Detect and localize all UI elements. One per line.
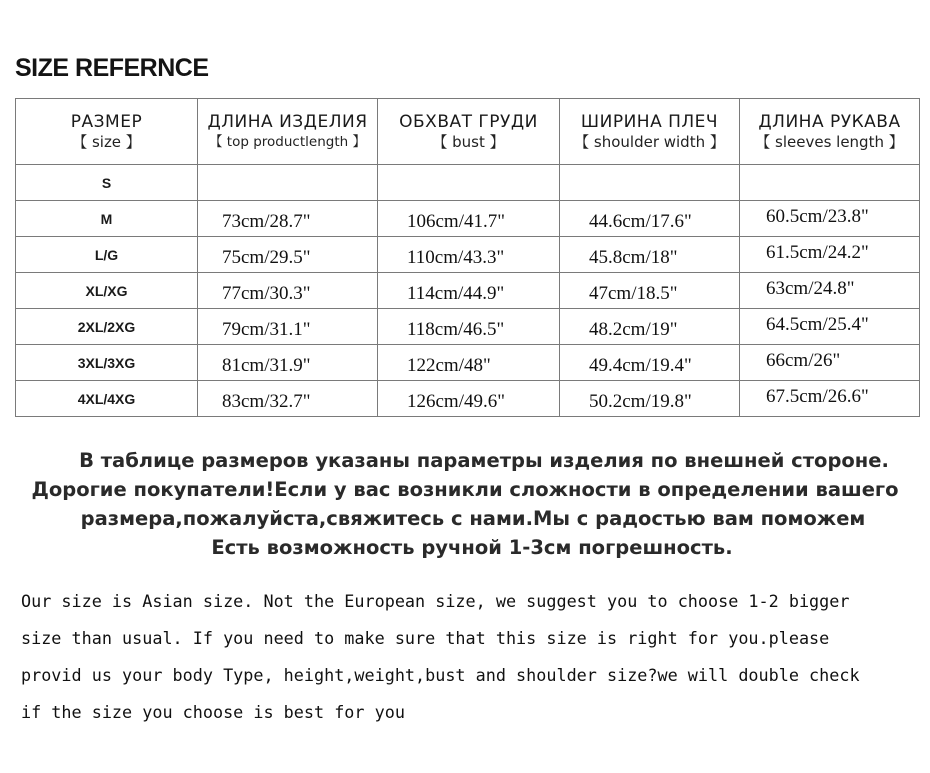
header-size [16, 99, 198, 165]
bust-value: 106cm/41.7" [407, 210, 505, 232]
bust-cell [378, 165, 560, 201]
length-cell [198, 273, 378, 309]
header-length-ru: ДЛИНА ИЗДЕЛИЯ [207, 112, 368, 133]
length-value: 81cm/31.9" [222, 354, 311, 376]
table-row [16, 201, 920, 237]
shoulder-cell [560, 381, 740, 417]
sleeve-value: 61.5cm/24.2" [766, 241, 869, 263]
bust-cell [378, 237, 560, 273]
english-note-line: size than usual. If you need to make sure that this size is right for you.please [21, 628, 830, 648]
size-cell: 4XL/4XG [16, 381, 198, 417]
sleeve-cell [740, 201, 920, 237]
shoulder-cell [560, 165, 740, 201]
length-cell [198, 237, 378, 273]
shoulder-value: 47cm/18.5" [589, 282, 678, 304]
size-cell: L/G [16, 237, 198, 273]
table-row [16, 381, 920, 417]
bust-cell [378, 201, 560, 237]
bust-value: 122cm/48" [407, 354, 491, 376]
bust-cell [378, 273, 560, 309]
length-value: 83cm/32.7" [222, 390, 311, 412]
header-shoulder-ru: ШИРИНА ПЛЕЧ [580, 111, 719, 132]
sleeve-cell [740, 309, 920, 345]
shoulder-value: 44.6cm/17.6" [589, 210, 692, 232]
shoulder-cell [560, 237, 740, 273]
length-cell [198, 381, 378, 417]
shoulder-value: 50.2cm/19.8" [589, 390, 692, 412]
length-value: 73cm/28.7" [222, 210, 311, 232]
size-cell: 3XL/3XG [16, 345, 198, 381]
table-row [16, 237, 920, 273]
bust-cell [378, 345, 560, 381]
table-row [16, 165, 920, 201]
header-bust [378, 99, 560, 165]
russian-note [0, 446, 930, 562]
english-note-line: Our size is Asian size. Not the European size, we suggest you to choose 1-2 bigger [21, 591, 850, 611]
shoulder-value: 49.4cm/19.4" [589, 354, 692, 376]
english-note-line: if the size you choose is best for you [21, 702, 405, 722]
size-cell: 2XL/2XG [16, 309, 198, 345]
shoulder-value: 45.8cm/18" [589, 246, 678, 268]
russian-note-line: Есть возможность ручной 1-3см погрешность. [211, 536, 733, 559]
length-cell [198, 309, 378, 345]
length-cell [198, 345, 378, 381]
sleeve-cell [740, 381, 920, 417]
sleeve-cell [740, 237, 920, 273]
header-shoulder [560, 99, 740, 165]
header-bust-ru: ОБХВАТ ГРУДИ [399, 111, 538, 132]
header-length [198, 99, 378, 165]
size-cell: M [16, 201, 198, 237]
shoulder-cell [560, 309, 740, 345]
length-cell [198, 165, 378, 201]
shoulder-cell [560, 345, 740, 381]
sleeve-cell [740, 345, 920, 381]
table-row [16, 309, 920, 345]
sleeve-cell [740, 273, 920, 309]
table-row [16, 345, 920, 381]
english-note-line: provid us your body Type, height,weight,bust and shoulder size?we will double check [21, 665, 860, 685]
russian-note-line: В таблице размеров указаны параметры изделия по внешней стороне. [79, 449, 889, 472]
russian-note-line: Дорогие покупатели!Если у вас возникли сложности в определении вашего [31, 478, 899, 501]
length-value: 79cm/31.1" [222, 318, 311, 340]
size-cell: XL/XG [16, 273, 198, 309]
length-value: 75cm/29.5" [222, 246, 311, 268]
sleeve-value: 67.5cm/26.6" [766, 385, 869, 407]
bust-value: 126cm/49.6" [407, 390, 505, 412]
sleeve-value: 66cm/26" [766, 349, 841, 371]
table-header-row [16, 99, 920, 165]
shoulder-value: 48.2cm/19" [589, 318, 678, 340]
russian-note-line: размера,пожалуйста,свяжитесь с нами.Мы с радостью вам поможем [80, 507, 866, 530]
sleeve-cell [740, 165, 920, 201]
sleeve-value: 64.5cm/25.4" [766, 313, 869, 335]
page-title: SIZE REFERNCE [15, 54, 209, 82]
header-shoulder-en: 【 shoulder width 】 [574, 132, 725, 151]
shoulder-cell [560, 273, 740, 309]
bust-cell [378, 381, 560, 417]
table-row [16, 273, 920, 309]
english-note [21, 583, 921, 731]
bust-value: 110cm/43.3" [407, 246, 505, 268]
header-length-en: 【 top productlength 】 [209, 133, 366, 150]
bust-cell [378, 309, 560, 345]
length-value: 77cm/30.3" [222, 282, 311, 304]
header-size-ru: РАЗМЕР [70, 111, 143, 132]
header-bust-en: 【 bust 】 [432, 132, 505, 151]
sleeve-value: 60.5cm/23.8" [766, 205, 869, 227]
header-sleeve [740, 99, 920, 165]
bust-value: 114cm/44.9" [407, 282, 505, 304]
size-cell: S [16, 165, 198, 201]
sleeve-value: 63cm/24.8" [766, 277, 855, 299]
header-size-en: 【 size 】 [72, 132, 141, 151]
shoulder-cell [560, 201, 740, 237]
header-sleeve-ru: ДЛИНА РУКАВА [758, 111, 901, 132]
bust-value: 118cm/46.5" [407, 318, 505, 340]
length-cell [198, 201, 378, 237]
size-chart-table [15, 98, 920, 417]
header-sleeve-en: 【 sleeves length 】 [755, 132, 904, 151]
